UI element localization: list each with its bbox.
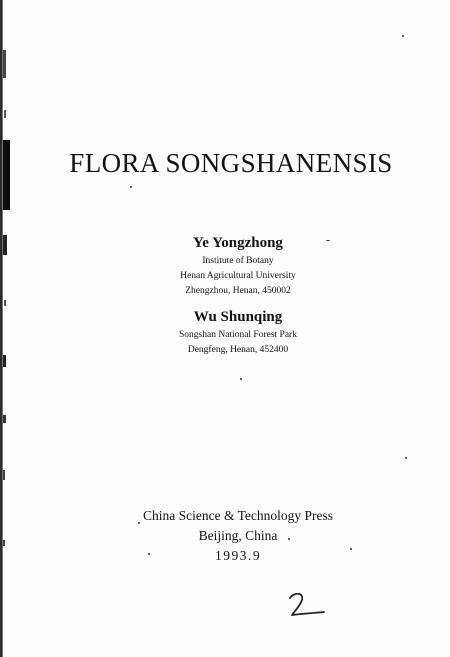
- author-name: Wu Shunqing: [193, 309, 283, 325]
- handwritten-page-mark: [284, 590, 330, 620]
- scan-speck: [326, 240, 330, 241]
- author-block-wu-shunqing: [0, 308, 450, 358]
- scan-speck: [130, 186, 132, 188]
- scan-speck: [405, 457, 407, 459]
- publication-date: 1993.9: [214, 548, 262, 563]
- author-name: Ye Yongzhong: [193, 235, 283, 251]
- affiliation-line: Institute of Botany: [202, 256, 274, 266]
- scan-speck: [350, 548, 352, 550]
- affiliation-line: Songshan National Forest Park: [179, 330, 297, 340]
- affiliation-line: Dengfeng, Henan, 452400: [187, 345, 289, 355]
- scan-speck: [402, 35, 404, 37]
- scan-speck: [138, 522, 140, 524]
- scan-speck: [148, 553, 150, 555]
- publisher-block: [0, 506, 450, 566]
- publisher-location: Beijing, China: [198, 528, 278, 543]
- book-title: FLORA SONGSHANENSIS: [69, 148, 393, 178]
- scan-speck: [240, 378, 242, 380]
- scan-speck: [288, 538, 290, 540]
- affiliation-line: Henan Agricultural University: [180, 271, 296, 281]
- publisher-name: China Science & Technology Press: [142, 508, 334, 523]
- author-block-ye-yongzhong: [0, 234, 450, 299]
- affiliation-line: Zhengzhou, Henan, 450002: [185, 286, 291, 296]
